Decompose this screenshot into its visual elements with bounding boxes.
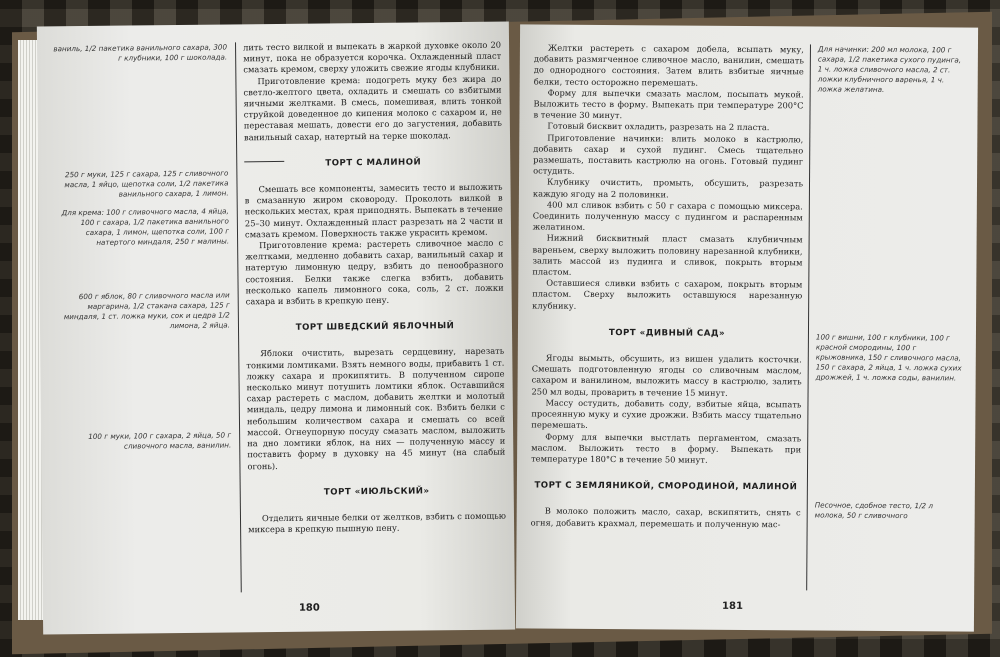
paragraph: Приготовление крема: растереть сливочное масло с желтками, медленно добавить сахар, ванильный сахар и натертую лимонную цедру, взбить до пенообразного состояния. Белки также слегка взбить, добавить несколько капель лимонного сока, соль, 2 ст. ложки сахара и взбить в крепкую пену. — [245, 237, 504, 307]
paragraph: В молоко положить масло, сахар, вскипятить, снять с огня, добавить крахмал, перемешать и полученную мас- — [530, 505, 801, 529]
page-number: 180 — [298, 602, 320, 614]
column-divider — [235, 42, 242, 592]
paragraph: Массу остудить, добавить соду, взбитые яйца, всыпать просеянную муку и сухие дрожжи. Взбить массу тщательно перемешать. — [531, 397, 802, 431]
paragraph: Приготовление начинки: влить молоко в кастрюлю, добавить сахар и сухой пудинг. Смесь тщательно размешать, поставить кастрюлю на огонь. Готовый пудинг остудить. — [533, 132, 804, 177]
recipe-heading: ТОРТ С МАЛИНОЙ — [325, 157, 422, 169]
paragraph: Отделить яичные белки от желтков, взбить с помощью миксера в крепкую пышную пену. — [248, 510, 507, 535]
recipe-heading: ТОРТ «ИЮЛЬСКИЙ» — [323, 486, 430, 498]
paragraph: Форму для выпечки смазать маслом, посыпать мукой. Выложить тесто в форму. Выпекать при температуре 200°С в течение 30 минут. — [533, 87, 804, 121]
paragraph: 400 мл сливок взбить с 50 г сахара с помощью миксера. Соединить полученную массу с пудингом и распаренным желатином. — [532, 199, 803, 233]
margin-ingredients-3: 600 г яблок, 80 г сливочного масла или маргарина, 1/2 стакана сахара, 125 г миндаля, 1 ст. ложка муки, сок и цедра 1/2 лимона, 2 яйца. — [63, 290, 231, 331]
right-page — [516, 24, 978, 631]
margin-ingredients-2: Для крема: 100 г сливочного масла, 4 яйца, 100 г сахара, 1/2 пакетика ванильного сахара, 1 лимон, щепотка соли, 100 г натертого миндаля, 250 г малины. — [61, 206, 230, 247]
margin-ingredients-0: ваниль, 1/2 пакетика ванильного сахара, 300 г клубники, 100 г шоколада. — [53, 42, 228, 63]
paragraph: Готовый бисквит охладить, разрезать на 2 пласта. — [547, 121, 770, 133]
left-main-text — [243, 40, 506, 536]
margin-ingredients-0: Для начинки: 200 мл молока, 100 г сахара, 1/2 пакетика сухого пудинга, 1 ч. ложка сливочного масла, 2 ст. ложки клубничного варенья, 1 ч. ложка желатина. — [817, 44, 962, 94]
page-number: 181 — [722, 600, 743, 612]
paragraph: Нижний бисквитный пласт смазать клубничным вареньем, сверху выложить половину нарезанной клубники, залить массой из пудинга и сливок, покрыть вторым пластом. — [532, 233, 803, 277]
column-divider — [806, 44, 811, 590]
paragraph: Оставшиеся сливки взбить с сахаром, покрыть вторым пластом. Сверху выложить оставшуюся нарезанную клубнику. — [532, 277, 803, 311]
margin-ingredients-1: 100 г вишни, 100 г клубники, 100 г красной смородины, 100 г крыжовника, 150 г сливочного масла, 150 г сахара, 2 яйца, 1 ч. ложка сухих дрожжей, 1 ч. ложка соды, ванилин. — [815, 332, 962, 383]
recipe-heading: ТОРТ «ДИВНЫЙ САД» — [608, 327, 726, 339]
margin-ingredients-1: 250 г муки, 125 г сахара, 125 г сливочного масла, 1 яйцо, щепотка соли, 1/2 пакетика ванильного сахара, 1 лимон. — [64, 168, 229, 199]
margin-ingredients-2: Песочное, сдобное тесто, 1/2 л молока, 50 г сливочного — [814, 500, 934, 521]
recipe-heading: ТОРТ С ЗЕМЛЯНИКОЙ, СМОРОДИНОЙ, МАЛИНОЙ — [534, 480, 798, 493]
paragraph: Яблоки очистить, вырезать сердцевину, нарезать тонкими ломтиками. Взять немного воды, прибавить 1 ст. ложку сахара и прокипятить. В полученном сиропе несколько минут потушить ломтики яблок. Оставшийся сахар растереть с маслом, добавить желтки и молотый миндаль, цедру лимона и лимонный сок. Взбить белки с небольшим количеством сахара и смешать со всей массой. Огнеупорную посуду смазать маслом, выложить на дно ломтики яблок, на них — полученную массу и поставить форму в духовку на 45 минут (на слабый огонь). — [246, 346, 506, 471]
paragraph: Ягоды вымыть, обсушить, из вишен удалить косточки. Смешать подготовленную ягоды со сливочным маслом, сахаром и ванилином, выложить массу в кастрюлю, залить 250 мл воды, проварить в течение 15 минут. — [531, 352, 802, 398]
right-main-text — [531, 43, 804, 531]
paragraph: Желтки растереть с сахаром добела, всыпать муку, добавить размягченное сливочное масло, ванилин, смешать до однородного состояния. Затем влить взбитые яичные белки, тесто осторожно перемешать. — [533, 42, 804, 88]
margin-ingredients-4: 100 г муки, 100 г сахара, 2 яйца, 50 г сливочного масла, ванилин. — [88, 430, 232, 451]
paragraph: Клубнику очистить, промыть, обсушить, разрезать каждую ягоду на 2 половинки. — [532, 177, 804, 200]
right-margin-ingredients — [815, 44, 968, 529]
left-margin-ingredients — [51, 42, 231, 460]
left-page — [37, 22, 515, 635]
paragraph: Смешать все компоненты, замесить тесто и выложить в смазанную жиром сковороду. Проколоть вилкой в нескольких местах, края приподнять. Выпекать в течение 25–30 минут. Охлажденный пласт разрезать на 2 части и смазать кремом. Поверхность также украсить кремом. — [244, 181, 503, 240]
paragraph: лить тесто вилкой и выпекать в жаркой духовке около 20 минут, пока не образуется корочка. Охлажденный пласт смазать кремом, сверху уложить свежие ягоды клубники. — [243, 39, 502, 75]
paragraph: Приготовление крема: подогреть муку без жира до светло-желтого цвета, охладить и смешать со взбитыми яичными желтками. В смесь, помешивая, влить тонкой струйкой доведенное до кипения молоко с сахаром и, не переставая мешать, довести его до загустения, добавить ванильный сахар, натертый на терке шоколад. — [243, 73, 502, 142]
paragraph: Форму для выпечки выстлать пергаментом, смазать маслом. Выложить тесто в форму. Выпекать при температуре 180°С в течение 50 минут. — [531, 431, 802, 465]
recipe-heading: ТОРТ ШВЕДСКИЙ ЯБЛОЧНЫЙ — [295, 321, 455, 334]
